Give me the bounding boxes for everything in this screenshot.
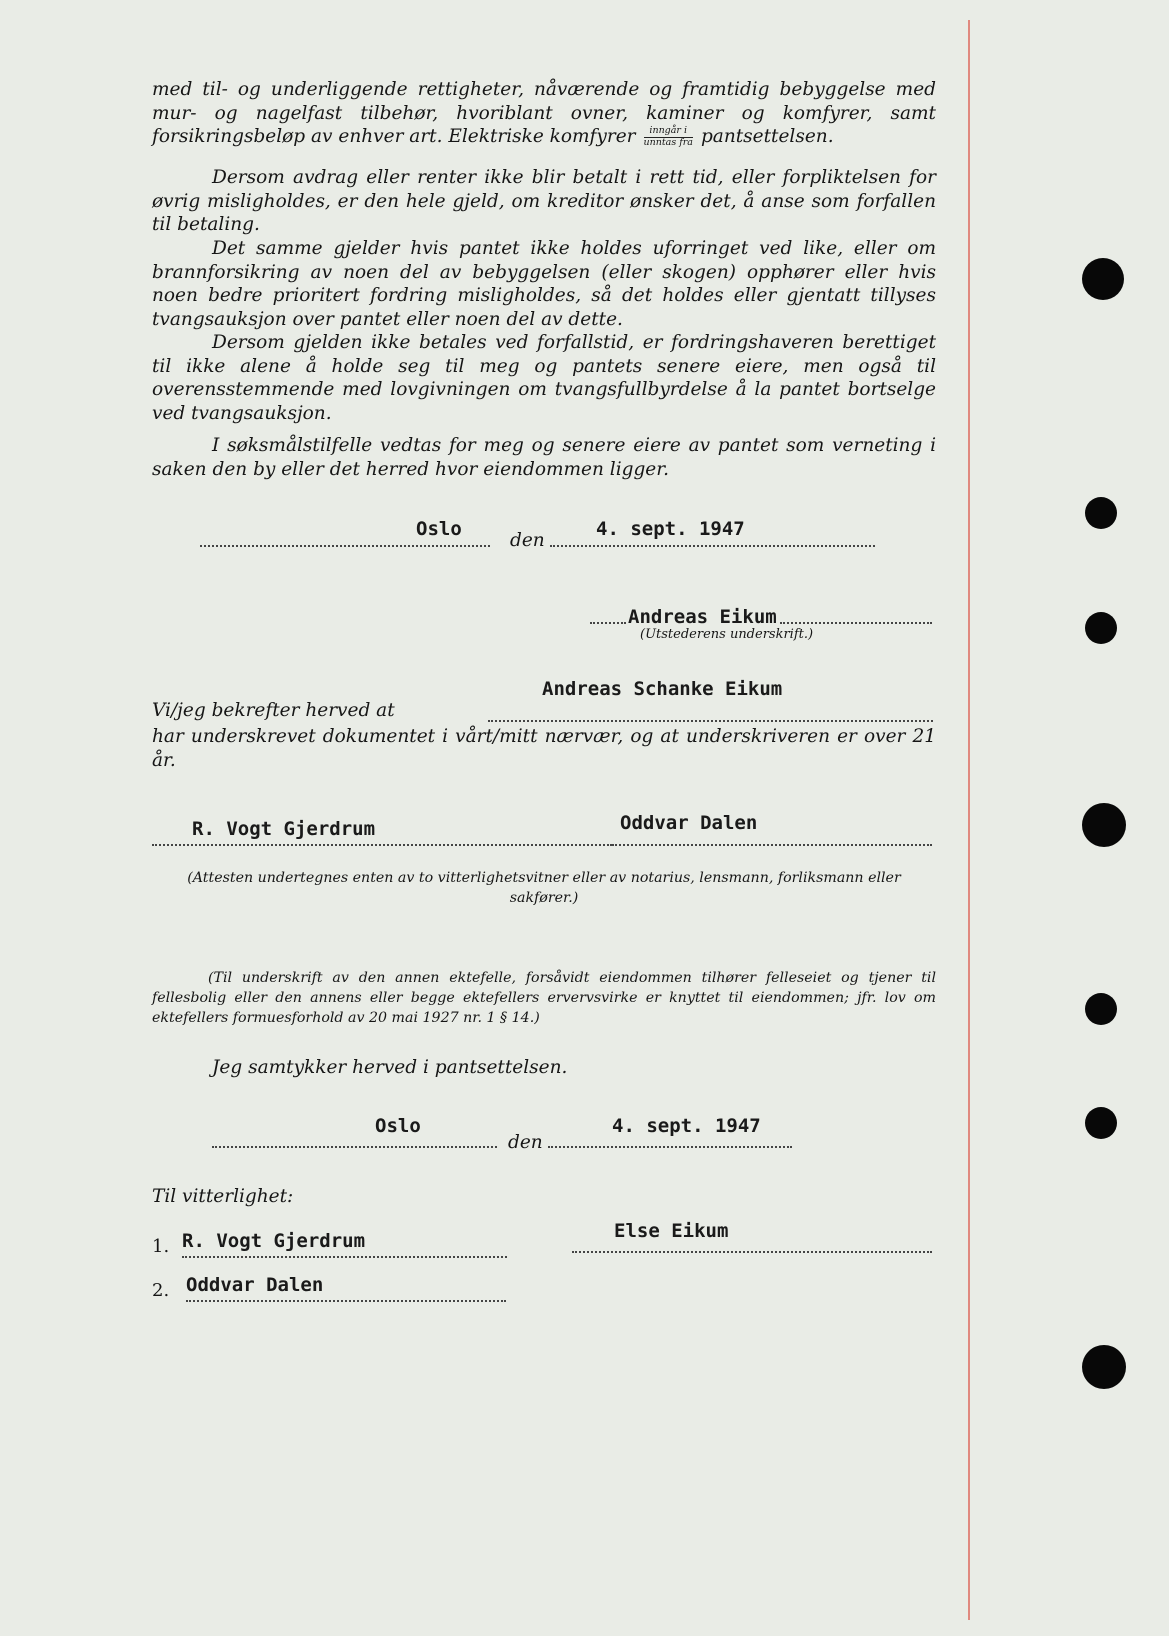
paragraph-1 xyxy=(152,78,936,149)
fraction-choice xyxy=(644,126,693,148)
margin-rule xyxy=(968,20,970,1620)
spouse-note-text: (Til underskrift av den annen ektefelle, forsåvidt eiendommen tilhører felleseiet og tjener til fellesbolig eller den annens eller begge ektefellers ervervsvirke er knyttet til eiendommen; jfr. lov om ektefellers formuesforhold av 20 mai 1927 nr. 1 § 14.) xyxy=(152,970,936,1026)
paragraph-2 xyxy=(152,166,936,237)
paragraph-5 xyxy=(152,434,936,481)
punch-hole xyxy=(1085,612,1117,644)
confirm-dotline xyxy=(488,720,933,722)
consent-text: Jeg samtykker herved i pantsettelsen. xyxy=(212,1057,568,1078)
witness-1-signature: R. Vogt Gjerdrum xyxy=(192,818,376,840)
witness-heading: Til vitterlighet: xyxy=(152,1186,294,1207)
attestation-note xyxy=(152,868,936,908)
signature-dotline xyxy=(780,622,932,624)
confirm-text xyxy=(152,725,936,772)
confirm-lead: Vi/jeg bekrefter herved at xyxy=(152,700,395,721)
paragraph-3-text: Det samme gjelder hvis pantet ikke holdes uforringet ved like, eller om brannforsikring av noen del av bebyggelsen (eller skogen) opphører eller hvis noen bedre prioritert fordring misligholdes, så det holdes eller gjentatt tillyses tvangsauksjon over pantet eller noen del av dette. xyxy=(152,238,936,330)
issuer-signature-caption: (Utstederens underskrift.) xyxy=(640,627,814,642)
witness-number-2: 2. xyxy=(152,1280,170,1301)
spouse-signature: Else Eikum xyxy=(614,1220,729,1242)
place-dotline-1 xyxy=(200,545,490,547)
place-dotline-2 xyxy=(212,1146,497,1148)
punch-hole xyxy=(1082,1345,1126,1389)
date-1: 4. sept. 1947 xyxy=(596,518,745,540)
punch-hole xyxy=(1082,803,1126,847)
punch-hole xyxy=(1085,497,1117,529)
paragraph-5-text: I søksmålstilfelle vedtas for meg og senere eiere av pantet som verneting i saken den by eller det herred hvor eiendommen ligger. xyxy=(152,435,936,480)
confirm-rest: har underskrevet dokumentet i vårt/mitt nærvær, og at underskriveren er over 21 år. xyxy=(152,726,936,771)
witness-1-dotline xyxy=(152,844,612,846)
fraction-top: inngår i xyxy=(644,126,693,138)
spouse-witness-1: R. Vogt Gjerdrum xyxy=(182,1230,366,1252)
place-1: Oslo xyxy=(416,518,462,540)
paragraph-2-text: Dersom avdrag eller renter ikke blir betalt i rett tid, eller forpliktelsen for øvrig misligholdes, er den hele gjeld, om kreditor ønsker det, å anse som forfallen til betaling. xyxy=(152,167,936,236)
paragraph-1-end: pantsettelsen. xyxy=(700,126,834,148)
spouse-witness-1-dotline xyxy=(182,1256,507,1258)
witness-number-1: 1. xyxy=(152,1236,170,1257)
witness-2-signature: Oddvar Dalen xyxy=(620,812,758,834)
punch-hole xyxy=(1082,258,1124,300)
date-dotline-2 xyxy=(548,1146,792,1148)
punch-hole xyxy=(1085,993,1117,1025)
fraction-bottom: unntas fra xyxy=(643,137,693,149)
spouse-note xyxy=(152,968,936,1028)
paragraph-1-text: med til- og underliggende rettigheter, nåværende og framtidig bebyggelse med mur- og nagelfast tilbehør, hvoriblant ovner, kaminer og komfyrer, samt forsikringsbeløp av enhver art. Elektriske komfyrer xyxy=(152,79,936,148)
date-dotline-1 xyxy=(550,545,875,547)
date-2: 4. sept. 1947 xyxy=(612,1115,761,1137)
paragraph-4-text: Dersom gjelden ikke betales ved forfallstid, er fordringshaveren berettiget til ikke alene å holde seg til meg og pantets senere eiere, men også til overensstemmende med lovgivningen om tvangsfullbyrdelse å la pantet bortselge ved tvangsauksjon. xyxy=(152,332,936,424)
punch-hole xyxy=(1085,1107,1117,1139)
spouse-witness-2-dotline xyxy=(186,1300,506,1302)
spouse-signature-dotline xyxy=(572,1251,932,1253)
signature-dotline-lead xyxy=(590,622,626,624)
paragraph-3 xyxy=(152,237,936,331)
attestation-note-text: (Attesten undertegnes enten av to vitterlighetsvitner eller av notarius, lensmann, forliksmann eller sakfører.) xyxy=(187,870,901,906)
den-label-1: den xyxy=(510,530,545,551)
spouse-witness-2: Oddvar Dalen xyxy=(186,1274,324,1296)
place-2: Oslo xyxy=(375,1115,421,1137)
confirmed-full-name: Andreas Schanke Eikum xyxy=(542,678,783,700)
issuer-signature: Andreas Eikum xyxy=(628,606,777,628)
witness-2-dotline xyxy=(612,844,932,846)
paragraph-4 xyxy=(152,331,936,425)
den-label-2: den xyxy=(508,1132,543,1153)
